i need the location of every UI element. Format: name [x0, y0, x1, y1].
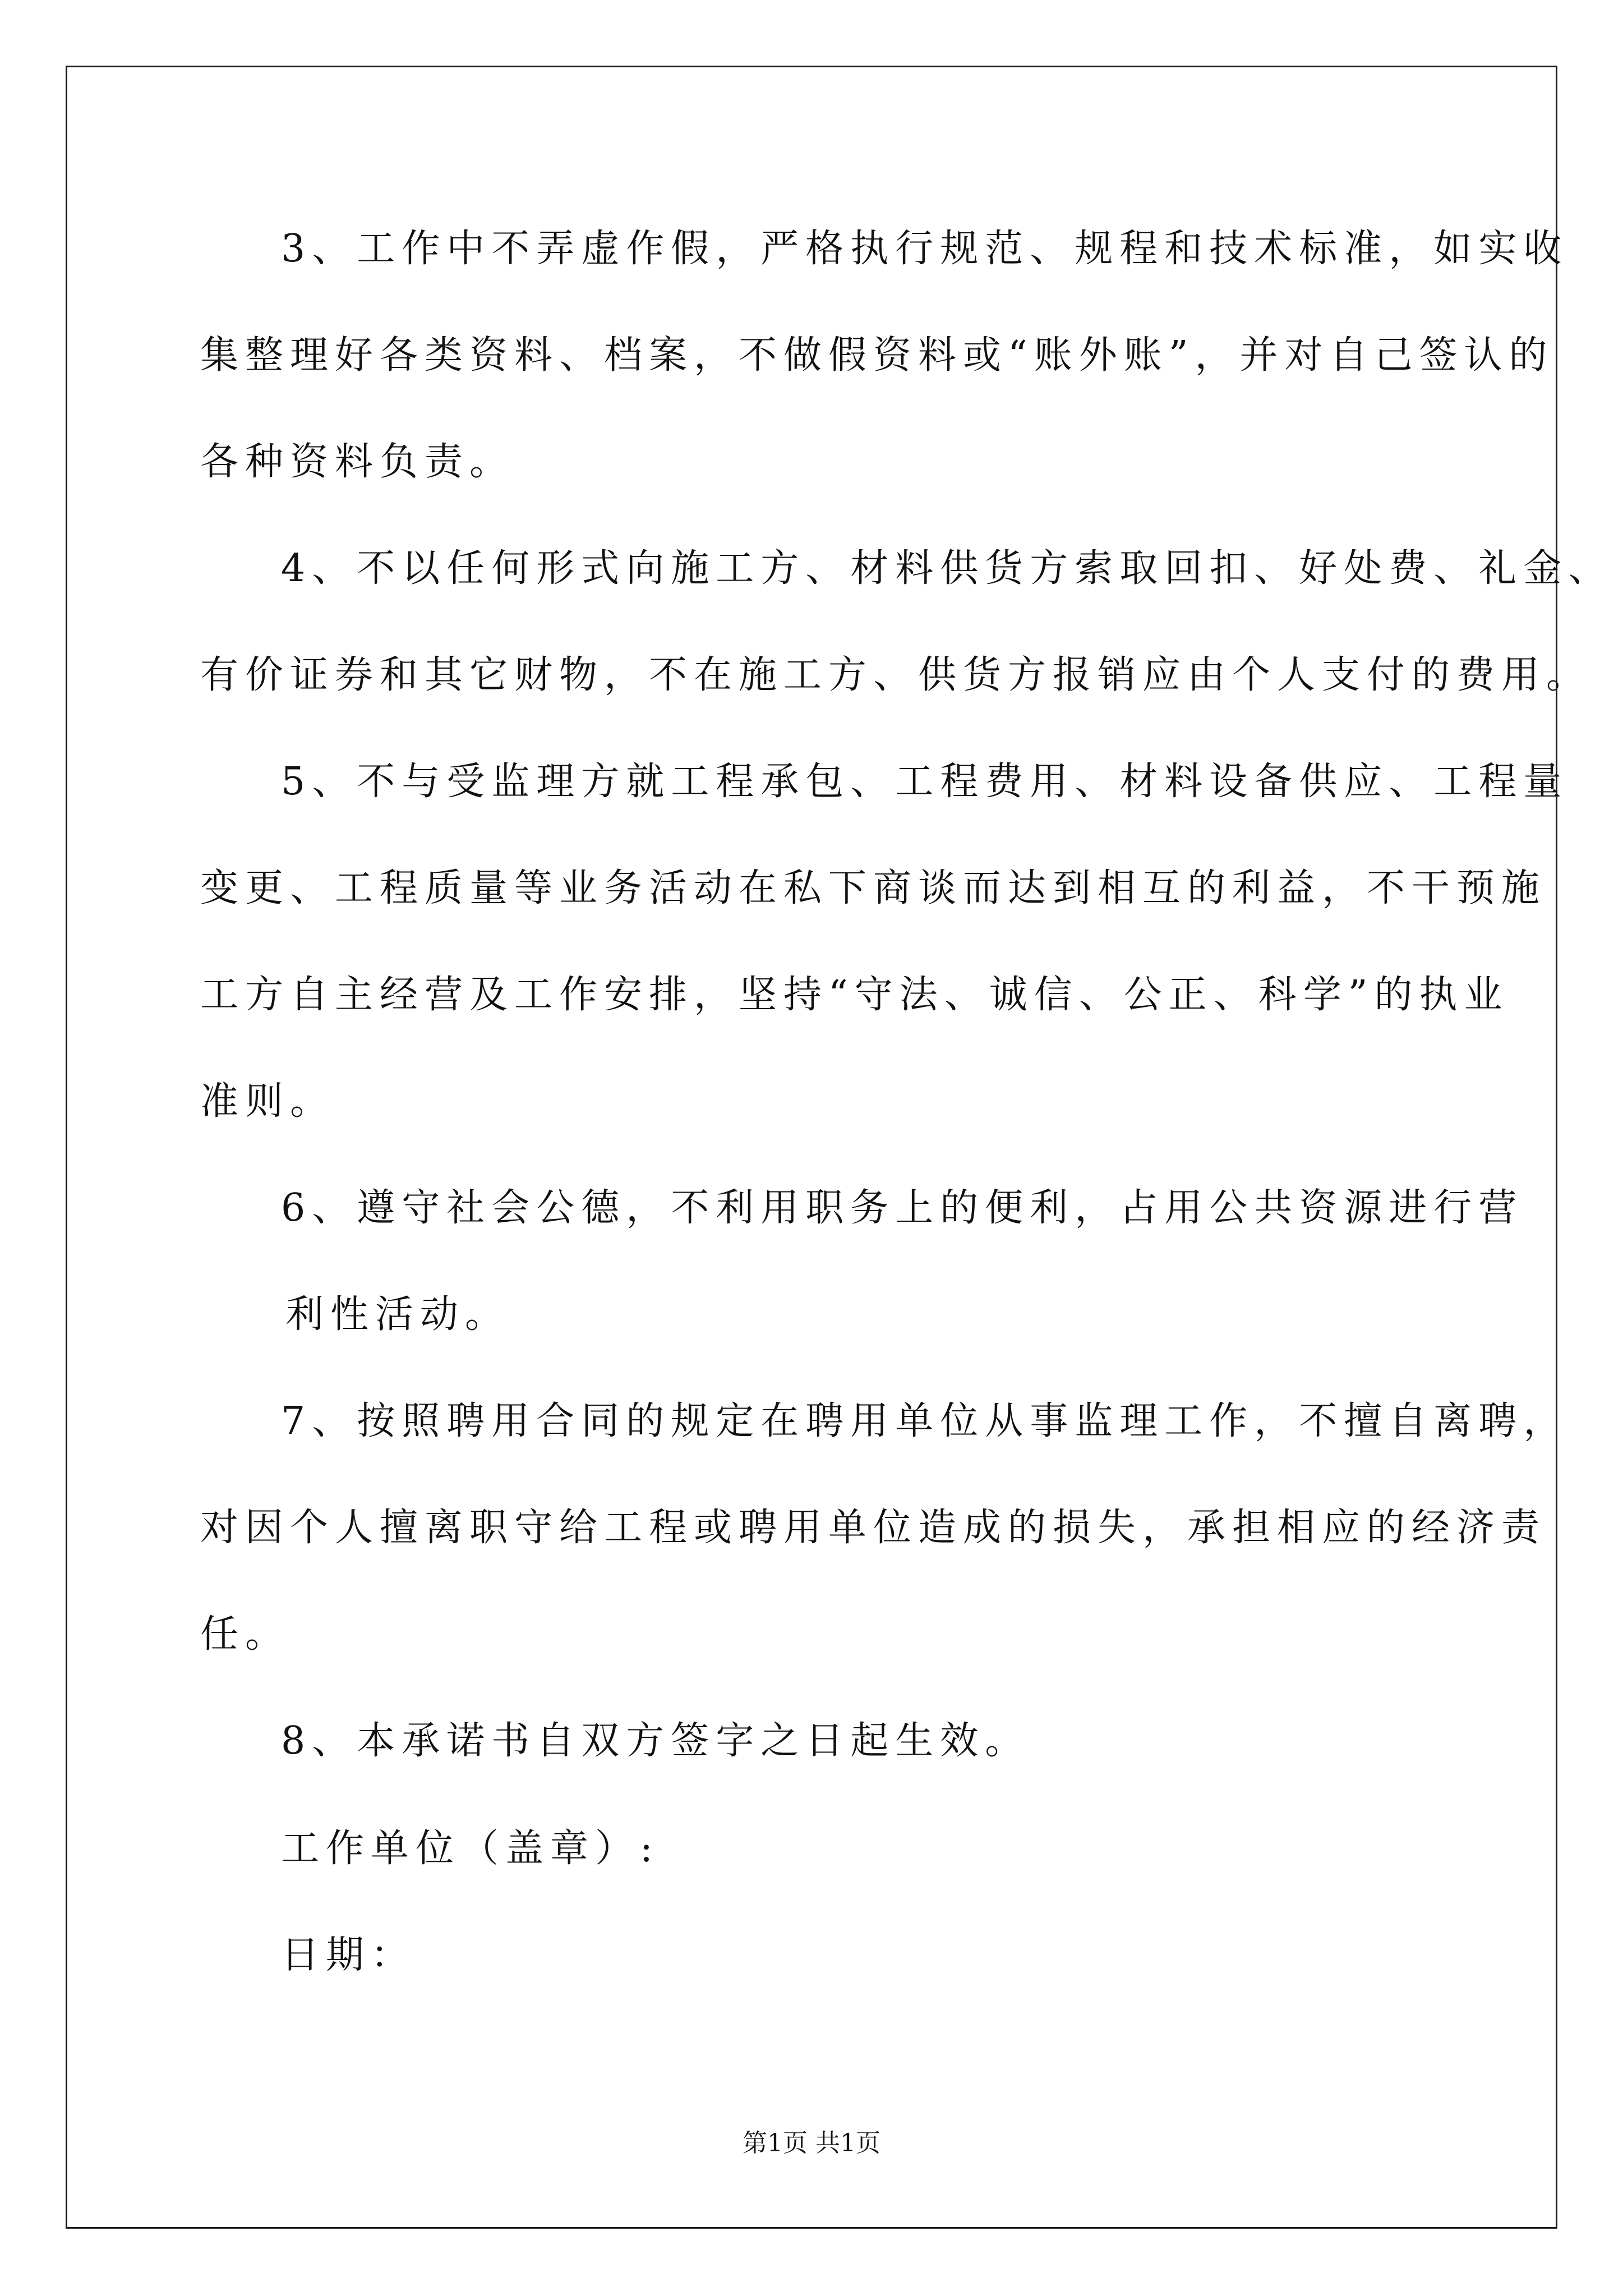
paragraph-5-line-3: 工方自主经营及工作安排，坚持“守法、诚信、公正、科学”的执业 — [200, 973, 1509, 1017]
paragraph-3-line-2: 集整理好各类资料、档案，不做假资料或“账外账”，并对自己签认的 — [200, 333, 1554, 378]
paragraph-7-line-2: 对因个人擅离职守给工程或聘用单位造成的损失，承担相应的经济责 — [200, 1506, 1547, 1550]
paragraph-8-line-1: 8、本承诺书自双方签字之日起生效。 — [281, 1719, 1030, 1763]
paragraph-5-line-2: 变更、工程质量等业务活动在私下商谈而达到相互的利益，不干预施 — [200, 866, 1547, 910]
date-label: 日期： — [281, 1933, 416, 1977]
paragraph-3-line-1: 3、工作中不弄虚作假，严格执行规范、规程和技术标准，如实收 — [281, 227, 1569, 271]
paragraph-5-line-4: 准则。 — [200, 1079, 335, 1124]
paragraph-7-line-3: 任。 — [200, 1612, 291, 1657]
page-number-footer: 第1页 共1页 — [743, 2129, 880, 2157]
paragraph-4-line-1: 4、不以任何形式向施工方、材料供货方索取回扣、好处费、礼金、 — [281, 546, 1613, 591]
paragraph-6-line-1: 6、遵守社会公德，不利用职务上的便利，占用公共资源进行营 — [281, 1186, 1524, 1230]
paragraph-4-line-2: 有价证券和其它财物，不在施工方、供货方报销应由个人支付的费用。 — [200, 653, 1592, 697]
paragraph-3-line-3: 各种资料负责。 — [200, 440, 515, 484]
signature-unit-label: 工作单位（盖章）: — [281, 1826, 660, 1871]
paragraph-7-line-1: 7、按照聘用合同的规定在聘用单位从事监理工作，不擅自离聘， — [281, 1399, 1569, 1443]
paragraph-6-line-2: 利性活动。 — [285, 1292, 510, 1337]
paragraph-5-line-1: 5、不与受监理方就工程承包、工程费用、材料设备供应、工程量 — [281, 760, 1569, 804]
